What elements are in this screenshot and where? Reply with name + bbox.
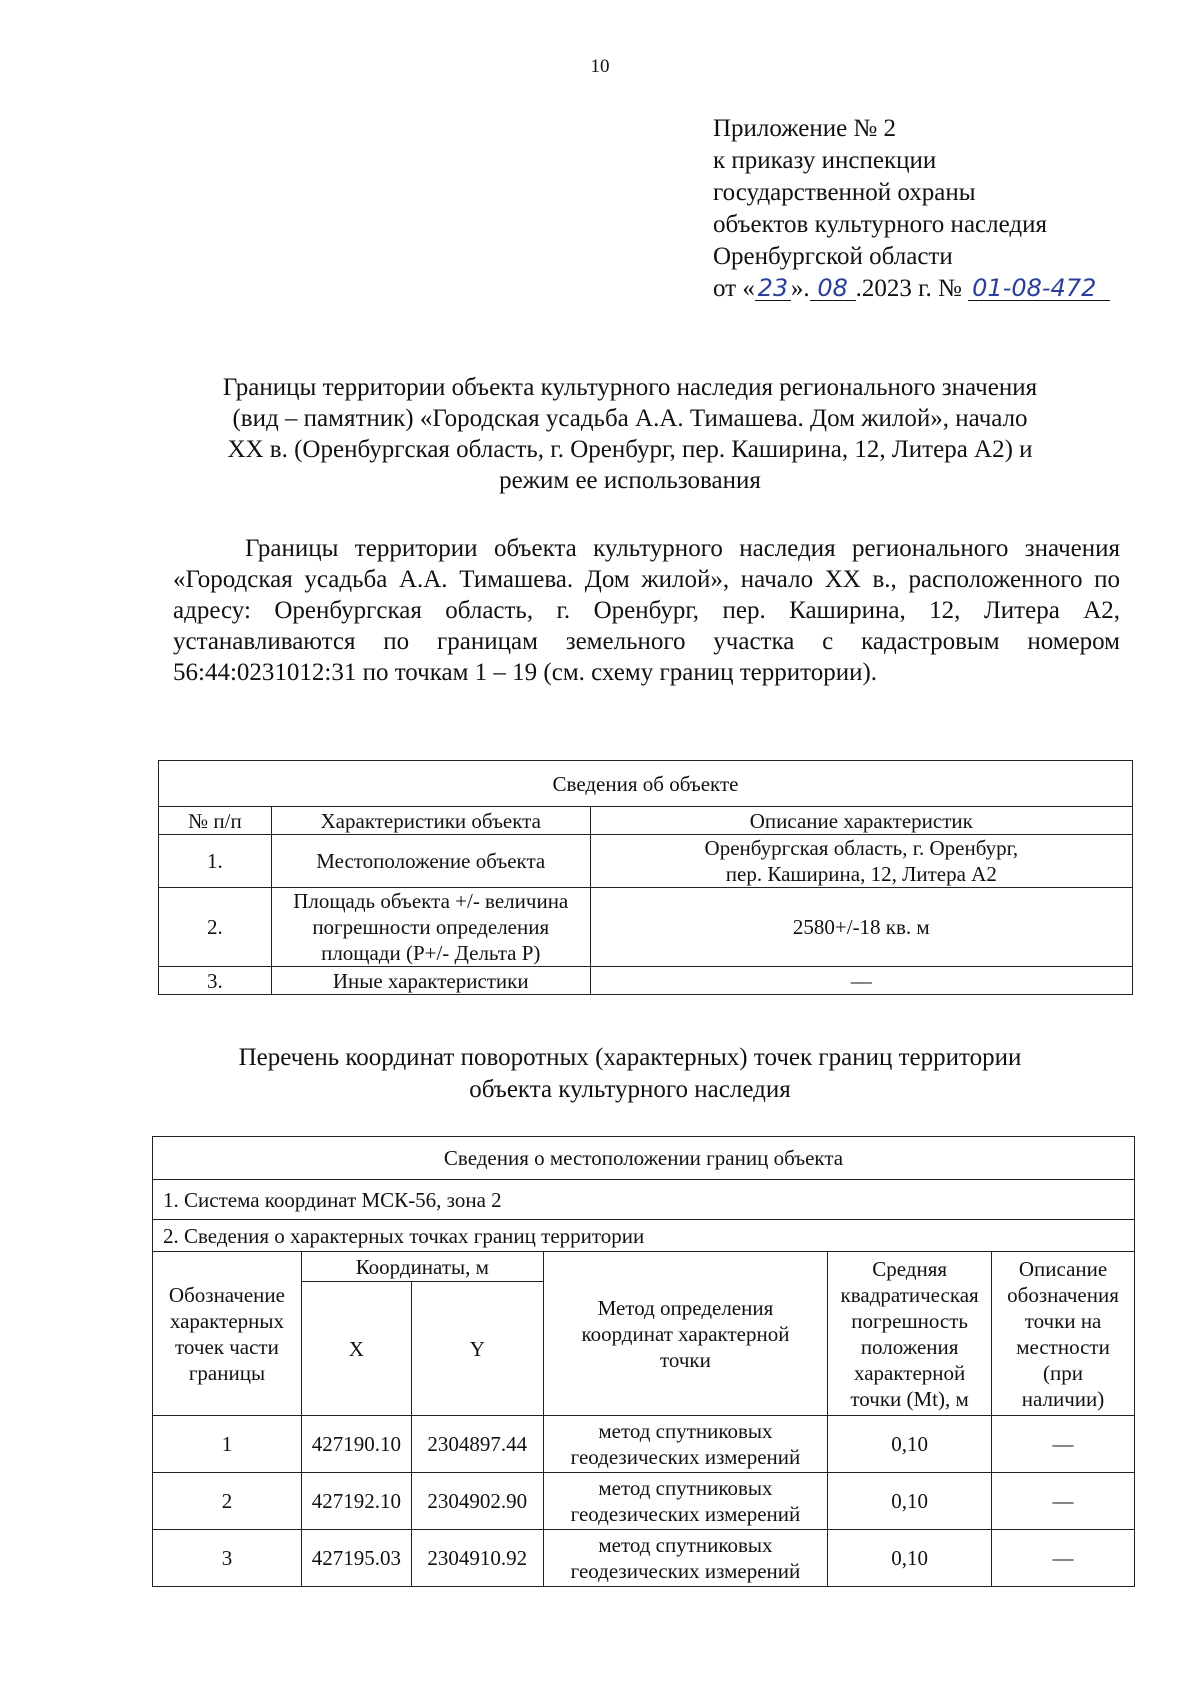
header-line: границы <box>188 1360 266 1385</box>
table-row <box>159 888 1133 967</box>
table-row <box>159 967 1133 995</box>
coordinates-heading <box>130 1042 1130 1106</box>
header-line: квадратическая <box>840 1282 979 1307</box>
cell-line: Оренбургская область, г. Оренбург, <box>704 836 1019 860</box>
appendix-line: к приказу инспекции <box>713 147 937 174</box>
header-y: Y <box>411 1282 543 1416</box>
header-line: (при <box>1043 1360 1084 1385</box>
header-line: точки на <box>1024 1308 1102 1333</box>
cell-line: метод спутниковых <box>598 1533 773 1557</box>
heading-line: Перечень координат поворотных (характерных) точек границ территории <box>238 1044 1022 1071</box>
header-coordinates: Координаты, м <box>301 1252 543 1282</box>
header-method <box>543 1252 827 1416</box>
cell-point: 2 <box>153 1473 302 1530</box>
heading-line: объекта культурного наследия <box>469 1076 791 1103</box>
cell-x: 427190.10 <box>301 1416 411 1473</box>
header-x: X <box>301 1282 411 1416</box>
table-caption: Сведения об объекте <box>159 761 1133 807</box>
title-line: XX в. (Оренбургская область, г. Оренбург, пер. Каширина, 12, Литера А2) и <box>227 436 1033 463</box>
table-row <box>153 1530 1135 1587</box>
appendix-line: Оренбургской области <box>713 243 953 270</box>
cell-point: 1 <box>153 1416 302 1473</box>
handwritten-order-number: 01-08-472 <box>968 276 1110 301</box>
handwritten-day: 23 <box>755 276 791 301</box>
header-line: местности <box>1016 1334 1110 1359</box>
header-line: Описание <box>1018 1256 1108 1281</box>
column-header: № п/п <box>159 807 272 835</box>
header-line: характерной <box>853 1360 966 1385</box>
cell-point: 3 <box>153 1530 302 1587</box>
cell-method <box>543 1473 827 1530</box>
title-line: режим ее использования <box>499 467 761 494</box>
header-line: обозначения <box>1007 1282 1119 1307</box>
cell-line: погрешности определения <box>312 915 550 939</box>
cell-desc: 2580+/-18 кв. м <box>590 888 1132 967</box>
cell-line: Площадь объекта +/- величина <box>293 889 569 913</box>
title-line: Границы территории объекта культурного наследия регионального значения <box>222 374 1038 401</box>
header-error <box>828 1252 992 1416</box>
appendix-block <box>713 113 1110 305</box>
cell-method <box>543 1416 827 1473</box>
page-number: 10 <box>590 56 610 77</box>
header-line: координат характерной <box>581 1321 790 1346</box>
date-mid: ». <box>790 275 810 302</box>
header-point <box>153 1252 302 1416</box>
cell-name <box>271 888 590 967</box>
table-row <box>153 1473 1135 1530</box>
cell-y: 2304902.90 <box>411 1473 543 1530</box>
cell-desc: — <box>992 1530 1135 1587</box>
column-header: Описание характеристик <box>590 807 1132 835</box>
cell-desc: — <box>992 1473 1135 1530</box>
appendix-line: объектов культурного наследия <box>713 211 1047 238</box>
header-line: точки <box>660 1347 711 1372</box>
header-line: положения <box>860 1334 959 1359</box>
cell-desc: — <box>590 967 1132 995</box>
column-header: Характеристики объекта <box>271 807 590 835</box>
header-line: точки (Mt), м <box>850 1386 969 1411</box>
coordinates-table <box>152 1136 1135 1587</box>
year-part: .2023 г. № <box>855 275 962 302</box>
cell-x: 427192.10 <box>301 1473 411 1530</box>
header-line: Средняя <box>872 1256 948 1281</box>
cell-line: метод спутниковых <box>598 1419 773 1443</box>
cell-desc: — <box>992 1416 1135 1473</box>
cell-y: 2304897.44 <box>411 1416 543 1473</box>
table-row <box>153 1416 1135 1473</box>
cell-line: пер. Каширина, 12, Литера А2 <box>725 862 997 886</box>
header-line: Метод определения <box>597 1295 774 1320</box>
header-line: погрешность <box>851 1308 968 1333</box>
cell-name: Иные характеристики <box>271 967 590 995</box>
header-line: Обозначение <box>168 1282 285 1307</box>
cell-line: геодезических измерений <box>570 1445 801 1469</box>
paragraph-text: Границы территории объекта культурного наследия регионального значения «Городская усадьба А.А. Тимашева. Дом жилой», начало XX в., расположенного по адресу: Оренбургская область, г. Оренбург, пер. Каширина, 12, Литера А2, устанавливаются по границам земельного участка с кадастровым номером 56:44:0231012:31 по точкам 1 – 19 (см. схему границ территории). <box>173 535 1120 686</box>
cell-name: Местоположение объекта <box>271 835 590 888</box>
cell-error: 0,10 <box>828 1416 992 1473</box>
handwritten-month: 08 <box>810 276 856 301</box>
cell-desc <box>590 835 1132 888</box>
header-description <box>992 1252 1135 1416</box>
cell-y: 2304910.92 <box>411 1530 543 1587</box>
cell-error: 0,10 <box>828 1530 992 1587</box>
header-line: точек части <box>175 1334 279 1359</box>
body-paragraph <box>173 533 1120 688</box>
appendix-line: Приложение № 2 <box>713 115 897 142</box>
cell-num: 3. <box>159 967 272 995</box>
cell-line: площади (Р+/- Дельта Р) <box>321 941 541 965</box>
cell-line: геодезических измерений <box>570 1559 801 1583</box>
object-info-table <box>158 760 1133 995</box>
coordinate-system: 1. Система координат МСК-56, зона 2 <box>153 1180 1135 1220</box>
header-line: наличии) <box>1021 1386 1105 1411</box>
cell-num: 2. <box>159 888 272 967</box>
table-row <box>159 835 1133 888</box>
cell-line: метод спутниковых <box>598 1476 773 1500</box>
section-heading: 2. Сведения о характерных точках границ территории <box>153 1220 1135 1252</box>
cell-num: 1. <box>159 835 272 888</box>
order-date-line <box>713 273 1110 305</box>
cell-error: 0,10 <box>828 1473 992 1530</box>
cell-x: 427195.03 <box>301 1530 411 1587</box>
cell-method <box>543 1530 827 1587</box>
appendix-line: государственной охраны <box>713 179 976 206</box>
title-line: (вид – памятник) «Городская усадьба А.А. Тимашева. Дом жилой», начало <box>232 405 1028 432</box>
table-caption: Сведения о местоположении границ объекта <box>153 1137 1135 1180</box>
header-line: характерных <box>169 1308 285 1333</box>
cell-line: геодезических измерений <box>570 1502 801 1526</box>
document-title <box>130 372 1130 496</box>
date-prefix: от « <box>713 275 755 302</box>
